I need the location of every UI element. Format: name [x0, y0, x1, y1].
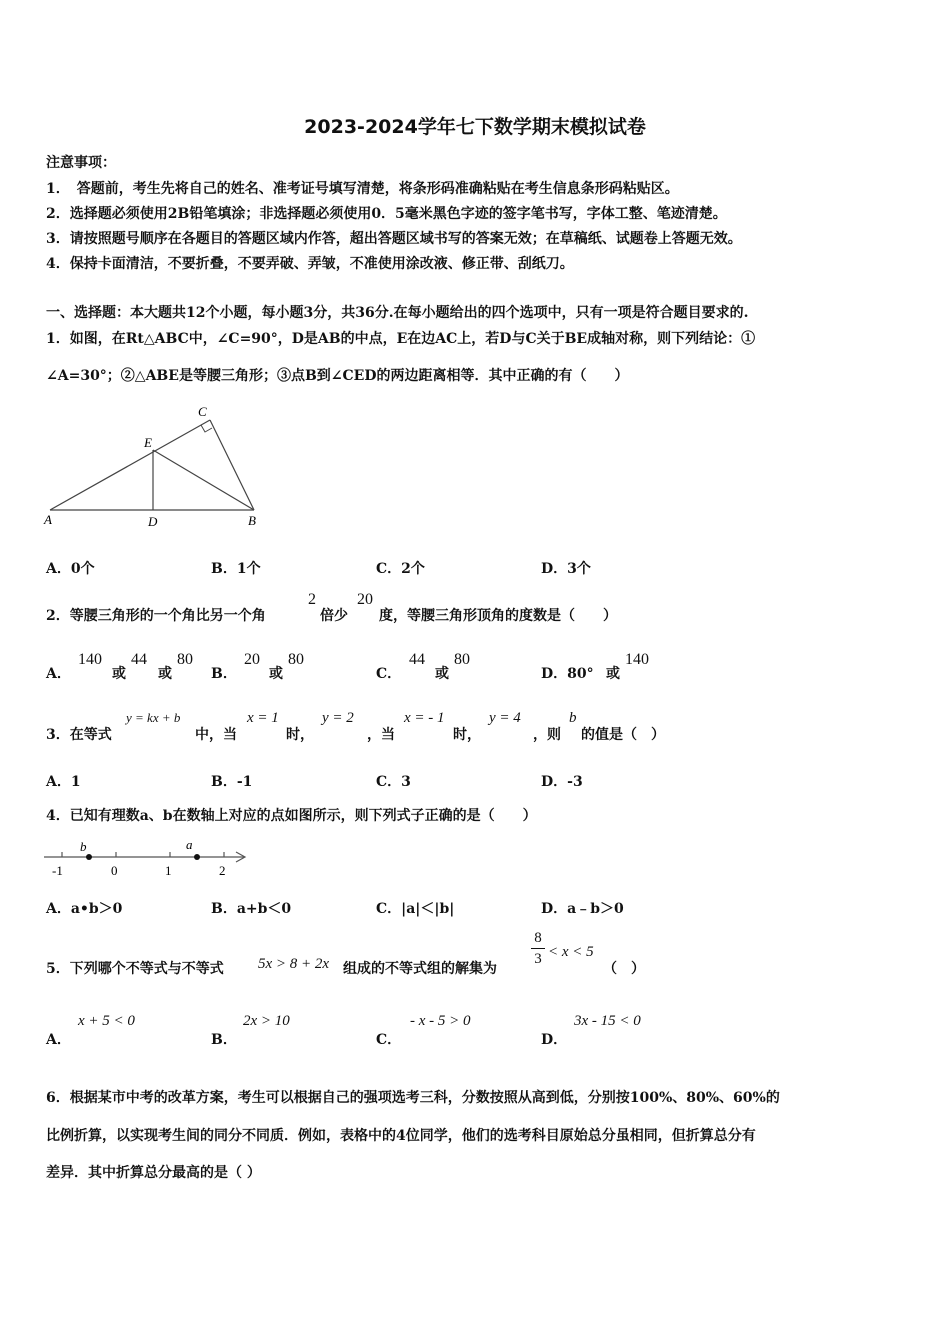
q4-stem: 4．已知有理数a、b在数轴上对应的点如图所示，则下列式子正确的是（ ） [46, 808, 537, 824]
q3-var-b: b [569, 710, 577, 726]
q3-equation: y = kx + b [126, 710, 181, 725]
q5-option-b-expr: 2x > 10 [243, 1013, 290, 1029]
q3-cond-xneg1: x = - 1 [404, 710, 445, 726]
q5-inequality: 5x > 8 + 2x [258, 956, 330, 972]
q2-option-a-or2: 或 [158, 666, 172, 682]
q5-option-d-expr: 3x - 15 < 0 [574, 1013, 641, 1029]
q3-cond-x1: x = 1 [247, 710, 279, 726]
q1-option-c[interactable]: C．2个 [376, 561, 425, 577]
q6-stem-line1: 6．根据某市中考的改革方案，考生可以根据自己的强项选考三科，分数按照从高到低，分别按100%、80%、60%的 [46, 1090, 780, 1106]
q1-option-d[interactable]: D．3个 [541, 561, 591, 577]
q2-option-b-value2: 80 [288, 651, 304, 668]
q3-option-c[interactable]: C．3 [376, 774, 411, 790]
q5-option-d-letter[interactable]: D． [541, 1032, 568, 1048]
q5-option-a-expr: x + 5 < 0 [78, 1013, 135, 1029]
q5-option-a-letter[interactable]: A． [46, 1032, 71, 1048]
q4-number-line [42, 835, 252, 881]
axis-label-b: b [80, 839, 87, 854]
q5-fraction [531, 930, 545, 968]
q4-option-a[interactable]: A．a•b＞0 [46, 901, 123, 917]
fraction-numerator: 8 [534, 930, 542, 946]
axis-tick-0: 0 [111, 863, 118, 878]
q1-stem-line2: ∠A=30°；②△ABE是等腰三角形；③点B到∠CED的两边距离相等．其中正确的有（ ） [46, 368, 629, 384]
q2-option-b-letter[interactable]: B． [211, 666, 237, 682]
q2-option-c-letter[interactable]: C． [376, 666, 402, 682]
q2-option-d-letter[interactable]: D．80° [541, 666, 594, 682]
q2-option-c-or: 或 [435, 666, 449, 682]
q1-triangle-figure [40, 400, 280, 535]
q4-option-c[interactable]: C．|a|＜|b| [376, 901, 455, 917]
q3-option-d[interactable]: D．-3 [541, 774, 583, 790]
label-b: B [248, 513, 256, 528]
q5-range: < x < 5 [548, 944, 594, 960]
label-d: D [148, 514, 158, 529]
q2-option-d-value2: 140 [625, 651, 649, 668]
q3-text-time: 时， [286, 727, 314, 743]
q1-option-b[interactable]: B．1个 [211, 561, 261, 577]
notice-item: 1． 答题前，考生先将自己的姓名、准考证号填写清楚，将条形码准确粘贴在考生信息条形码粘贴区。 [46, 181, 679, 197]
axis-tick-neg1: -1 [52, 863, 63, 878]
point-b [86, 854, 92, 860]
axis-label-a: a [186, 837, 193, 852]
q3-option-a[interactable]: A．1 [46, 774, 81, 790]
notice-heading: 注意事项： [46, 155, 116, 171]
q2-option-b-value1: 20 [244, 651, 260, 668]
q2-stem-suffix: 度，等腰三角形顶角的度数是（ ） [379, 608, 617, 624]
notice-item: 4．保持卡面清洁，不要折叠，不要弄破、弄皱，不准使用涂改液、修正带、刮纸刀。 [46, 256, 574, 272]
q3-text-time2: 时， [453, 727, 481, 743]
q3-cond-y4: y = 4 [489, 710, 521, 726]
q2-number-2: 2 [308, 591, 316, 608]
q2-option-b-or: 或 [269, 666, 283, 682]
q1-option-a[interactable]: A．0个 [46, 561, 95, 577]
q3-stem-suffix: 的值是（ ） [581, 727, 665, 743]
q2-option-a-value1: 140 [78, 651, 102, 668]
fraction-denominator: 3 [534, 951, 542, 967]
q3-text-when: 中，当 [195, 727, 237, 743]
q2-option-d-or: 或 [606, 666, 620, 682]
q2-option-a-or: 或 [112, 666, 126, 682]
notice-item: 2．选择题必须使用2B铅笔填涂；非选择题必须使用0．5毫米黑色字迹的签字笔书写，字体工整、笔迹清楚。 [46, 206, 727, 222]
point-a [194, 854, 200, 860]
q6-stem-line2: 比例折算，以实现考生间的同分不同质．例如，表格中的4位同学，他们的选考科目原始总分虽相同，但折算总分有 [46, 1128, 756, 1144]
q3-text-when2: ，当 [367, 727, 395, 743]
q5-stem-mid: 组成的不等式组的解集为 [343, 961, 497, 977]
q2-option-c-value2: 80 [454, 651, 470, 668]
q3-cond-y2: y = 2 [322, 710, 354, 726]
q2-stem-prefix: 2．等腰三角形的一个角比另一个角 [46, 608, 266, 624]
q6-stem-line3: 差异．其中折算总分最高的是（ ） [46, 1165, 261, 1181]
label-c: C [198, 404, 207, 419]
page-title: 2023-2024学年七下数学期末模拟试卷 [304, 116, 646, 138]
q2-stem-mid: 倍少 [320, 608, 348, 624]
q5-stem-suffix: （ ） [603, 961, 645, 977]
q4-option-b[interactable]: B．a+b＜0 [211, 901, 292, 917]
q3-text-then: ，则 [533, 727, 561, 743]
q2-option-c-value1: 44 [409, 651, 425, 668]
q1-stem-line1: 1．如图，在Rt△ABC中，∠C=90°，D是AB的中点，E在边AC上，若D与C关于BE成轴对称，则下列结论：① [46, 331, 756, 347]
axis-tick-2: 2 [219, 863, 226, 878]
axis-tick-1: 1 [165, 863, 172, 878]
q5-option-b-letter[interactable]: B． [211, 1032, 237, 1048]
q2-number-20: 20 [357, 591, 373, 608]
q5-option-c-expr: - x - 5 > 0 [410, 1013, 471, 1029]
q2-option-a-letter[interactable]: A． [46, 666, 71, 682]
q3-option-b[interactable]: B．-1 [211, 774, 253, 790]
q5-stem-prefix: 5．下列哪个不等式与不等式 [46, 961, 224, 977]
q4-option-d[interactable]: D．a﹣b＞0 [541, 901, 624, 917]
q2-option-a-value2: 44 [131, 651, 147, 668]
q2-option-a-value3: 80 [177, 651, 193, 668]
q5-option-c-letter[interactable]: C． [376, 1032, 402, 1048]
label-a: A [44, 512, 52, 527]
notice-item: 3．请按照题号顺序在各题目的答题区域内作答，超出答题区域书写的答案无效；在草稿纸、试题卷上答题无效。 [46, 231, 742, 247]
section-heading: 一、选择题：本大题共12个小题，每小题3分，共36分.在每小题给出的四个选项中，只有一项是符合题目要求的. [46, 305, 749, 321]
q3-stem-prefix: 3．在等式 [46, 727, 112, 743]
label-e: E [144, 435, 152, 450]
